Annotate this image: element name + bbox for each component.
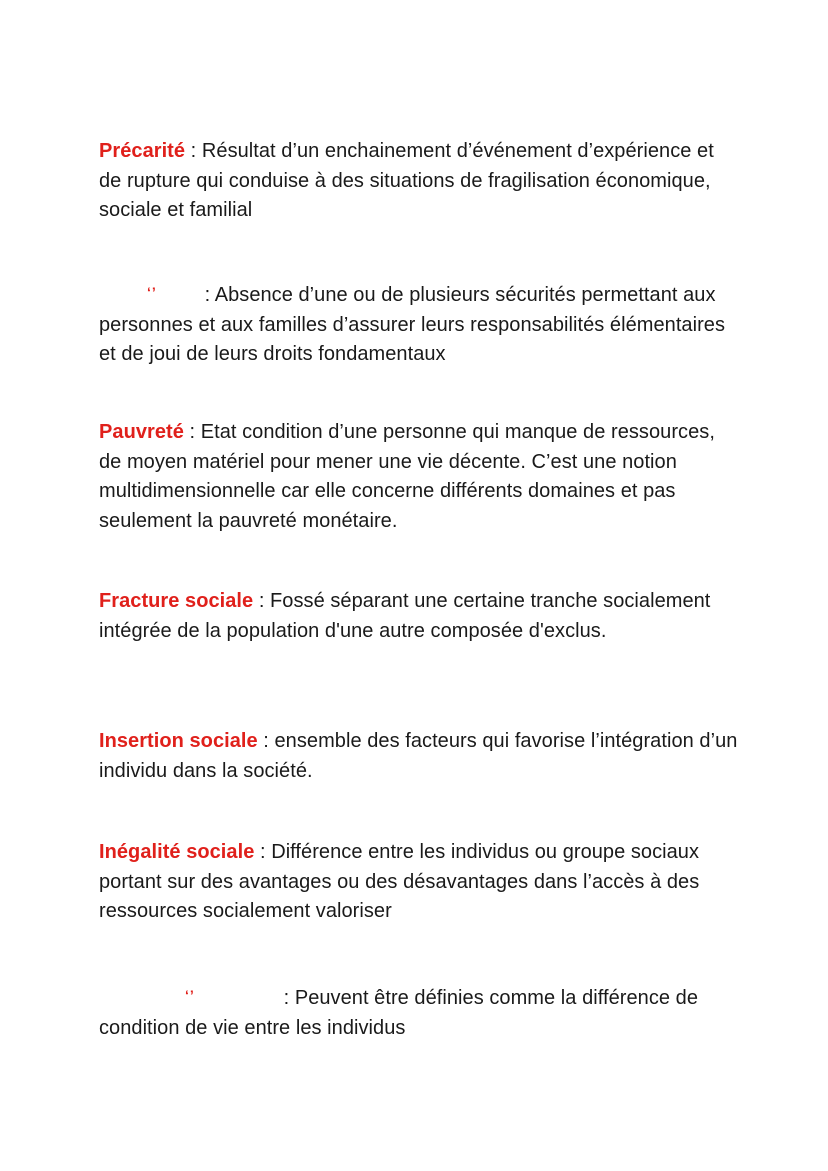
definition-term: Pauvreté — [99, 421, 184, 443]
definition-precarite — [99, 137, 739, 226]
definition-text: : ensemble des facteurs qui favorise l’intégration d’un individu dans la société. — [99, 730, 738, 782]
definition-term: Insertion sociale — [99, 730, 258, 752]
quote-mark: ‘’ — [185, 987, 195, 1003]
definition-text: : Différence entre les individus ou groupe sociaux portant sur des avantages ou des désavantages dans l’accès à des ressources socialement valoriser — [99, 841, 700, 922]
definition-text: : Peuvent être définies comme la différence de condition de vie entre les individus — [99, 987, 698, 1039]
definition-untitled-2 — [99, 981, 739, 1043]
definition-text: : Fossé séparant une certaine tranche socialement intégrée de la population d'une autre composée d'exclus. — [99, 590, 711, 642]
term-placeholder — [99, 278, 199, 311]
definition-fracture-sociale — [99, 587, 739, 646]
definition-pauvrete — [99, 418, 739, 536]
definition-untitled-1 — [99, 278, 739, 370]
definition-term: Fracture sociale — [99, 590, 254, 612]
definition-inegalite-sociale — [99, 838, 739, 927]
definition-term: Précarité — [99, 140, 186, 162]
definition-term: Inégalité sociale — [99, 841, 255, 863]
definition-text: : Etat condition d’une personne qui manque de ressources, de moyen matériel pour mener une vie décente. C’est une notion multidimensionnelle car elle concerne différents domaines et pas seulement la pauvreté monétaire. — [99, 421, 715, 532]
quote-mark: ‘’ — [147, 284, 157, 300]
definition-insertion-sociale — [99, 727, 739, 786]
definition-text: : Résultat d’un enchainement d’événement d’expérience et de rupture qui conduise à des situations de fragilisation économique, sociale et familial — [99, 140, 714, 221]
term-placeholder — [99, 981, 278, 1014]
definition-text: : Absence d’une ou de plusieurs sécurités permettant aux personnes et aux familles d’assurer leurs responsabilités élémentaires et de joui de leurs droits fondamentaux — [99, 284, 726, 365]
